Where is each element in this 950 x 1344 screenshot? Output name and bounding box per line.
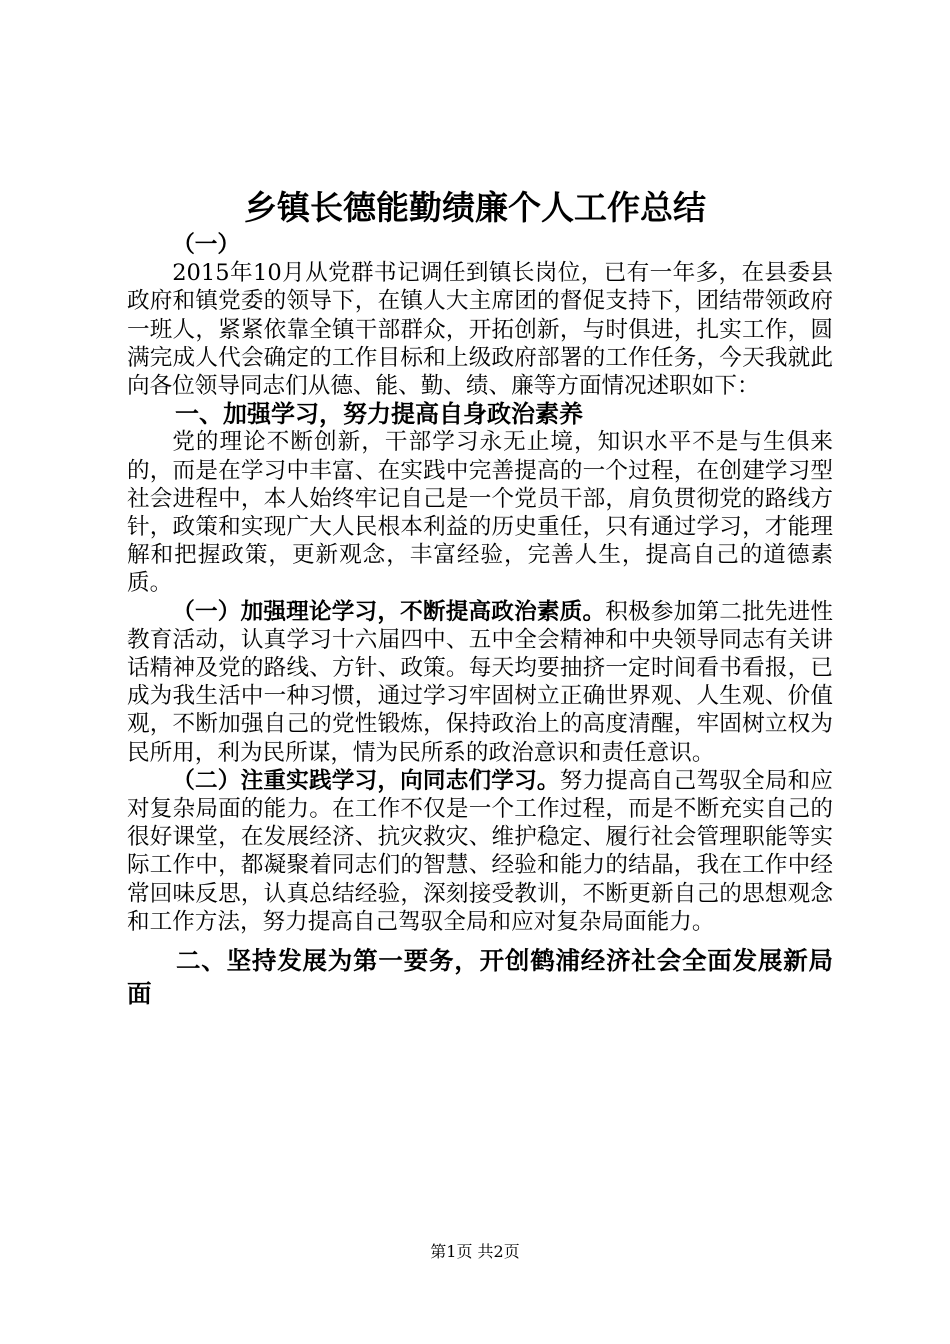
subtitle: （一） — [172, 232, 240, 258]
intro-paragraph: 2015年10月从党群书记调任到镇长岗位，已有一年多，在县委县政府和镇党委的领导下，在镇人大主席团的督促支持下，团结带领政府一班人，紧紧依靠全镇干部群众，开拓创新，与时俱进，扎实工作，圆满完成人代会确定的工作目标和上级政府部署的工作任务，今天我就此向各位领导同志们从德、能、勤、绩、廉等方面情况述职如下： — [127, 260, 833, 400]
item-2-lead: （二）注重实践学习，向同志们学习。 — [172, 767, 560, 794]
item-1-body: 积极参加第二批先进性教育活动，认真学习十六届四中、五中全会精神和中央领导同志有关讲话精神及党的路线、方针、政策。每天均要抽挤一定时间看书看报，已成为我生活中一种习惯，通过学习牢固树立正确世界观、人生观、价值观，不断加强自己的党性锻炼，保持政治上的高度清醒，牢固树立权为民所用，利为民所谋，情为民所系的政治意识和责任意识。 — [127, 598, 834, 766]
section-1-item-1 — [127, 598, 833, 767]
section-2-heading: 二、坚持发展为第一要务，开创鹤浦经济社会全面发展新局面 — [127, 946, 833, 1009]
document-title: 乡镇长德能勤绩廉个人工作总结 — [244, 188, 706, 227]
item-1-lead: （一）加强理论学习，不断提高政治素质。 — [172, 598, 606, 625]
document-body — [127, 231, 833, 1010]
page-indicator: 第1页 共2页 — [430, 1242, 520, 1261]
item-2-body: 努力提高自己驾驭全局和应对复杂局面的能力。在工作不仅是一个工作过程，而是不断充实自己的很好课堂，在发展经济、抗灾救灾、维护稳定、履行社会管理职能等实际工作中，都凝聚着同志们的智慧、经验和能力的结晶，我在工作中经常回味反思，认真总结经验，深刻接受教训，不断更新自己的思想观念和工作方法，努力提高自己驾驭全局和应对复杂局面能力。 — [127, 767, 834, 935]
section-1-intro: 党的理论不断创新，干部学习永无止境，知识水平不是与生俱来的，而是在学习中丰富、在实践中完善提高的一个过程，在创建学习型社会进程中，本人始终牢记自己是一个党员干部，肩负贯彻党的路线方针，政策和实现广大人民根本利益的历史重任，只有通过学习，才能理解和把握政策，更新观念，丰富经验，完善人生，提高自己的道德素质。 — [127, 429, 833, 597]
section-1-heading: 一、加强学习，努力提高自身政治素养 — [175, 400, 583, 429]
section-1-item-2 — [127, 767, 833, 936]
